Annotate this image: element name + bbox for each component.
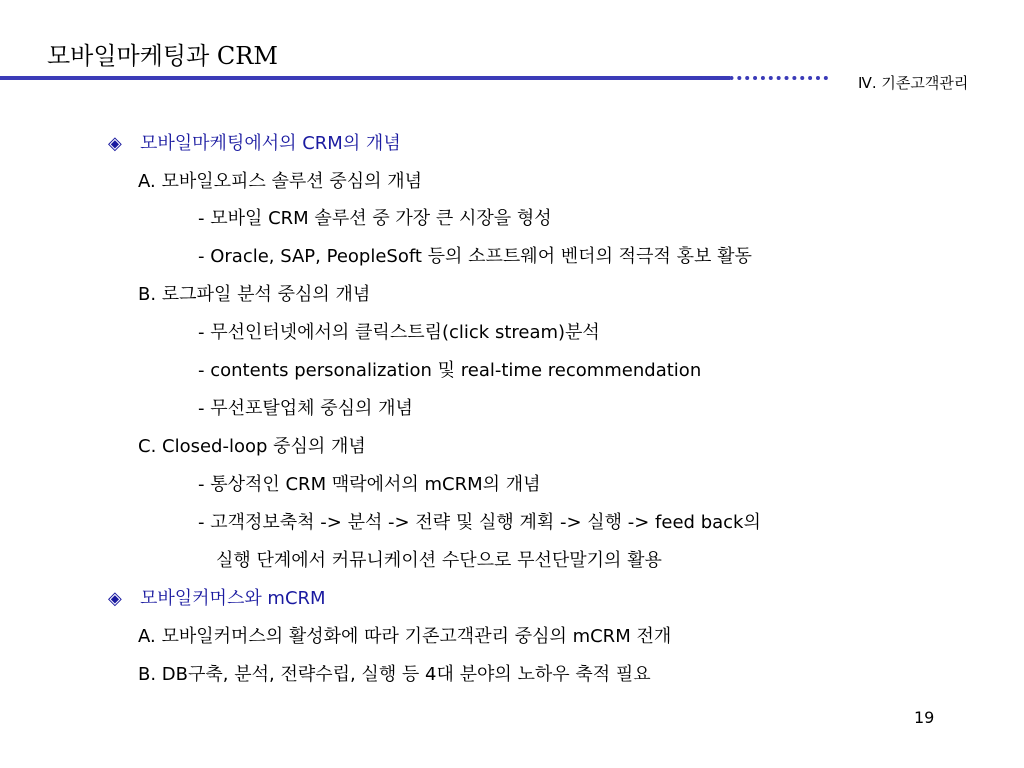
title-dotted-rule: [698, 76, 828, 80]
list-item-continuation: 실행 단계에서 커뮤니케이션 수단으로 무선단말기의 활용: [216, 550, 662, 571]
list-item: - contents personalization 및 real-time recommendation: [198, 360, 702, 381]
list-item: - 무선포탈업체 중심의 개념: [198, 398, 413, 419]
list-item: - 통상적인 CRM 맥락에서의 mCRM의 개념: [198, 474, 541, 495]
heading-text: 모바일마케팅에서의 CRM의 개념: [140, 133, 401, 154]
slide-title: 모바일마케팅과 CRM: [47, 42, 278, 70]
list-item: - 모바일 CRM 솔루션 중 가장 큰 시장을 형성: [198, 208, 552, 229]
list-item: B. DB구축, 분석, 전략수립, 실행 등 4대 분야의 노하우 축적 필요: [138, 664, 651, 685]
diamond-bullet-icon: ◈: [108, 588, 122, 609]
list-item: A. 모바일오피스 솔루션 중심의 개념: [138, 171, 423, 192]
list-item: B. 로그파일 분석 중심의 개념: [138, 284, 371, 305]
list-item: - Oracle, SAP, PeopleSoft 등의 소프트웨어 벤더의 적극적 홍보 활동: [198, 246, 752, 267]
section-label: Ⅳ. 기존고객관리: [858, 74, 969, 92]
heading-mobile-marketing-crm: [108, 132, 401, 156]
page-number: 19: [914, 708, 935, 727]
list-item: A. 모바일커머스의 활성화에 따라 기존고객관리 중심의 mCRM 전개: [138, 626, 672, 647]
list-item: - 무선인터넷에서의 클릭스트림(click stream)분석: [198, 322, 600, 343]
heading-mobile-commerce-mcrm: [108, 587, 326, 611]
list-item: - 고객정보축척 -> 분석 -> 전략 및 실행 계획 -> 실행 -> feed back의: [198, 512, 761, 533]
list-item: C. Closed-loop 중심의 개념: [138, 436, 366, 457]
heading-text: 모바일커머스와 mCRM: [140, 588, 326, 609]
diamond-bullet-icon: ◈: [108, 133, 122, 154]
title-underline: [0, 76, 730, 80]
